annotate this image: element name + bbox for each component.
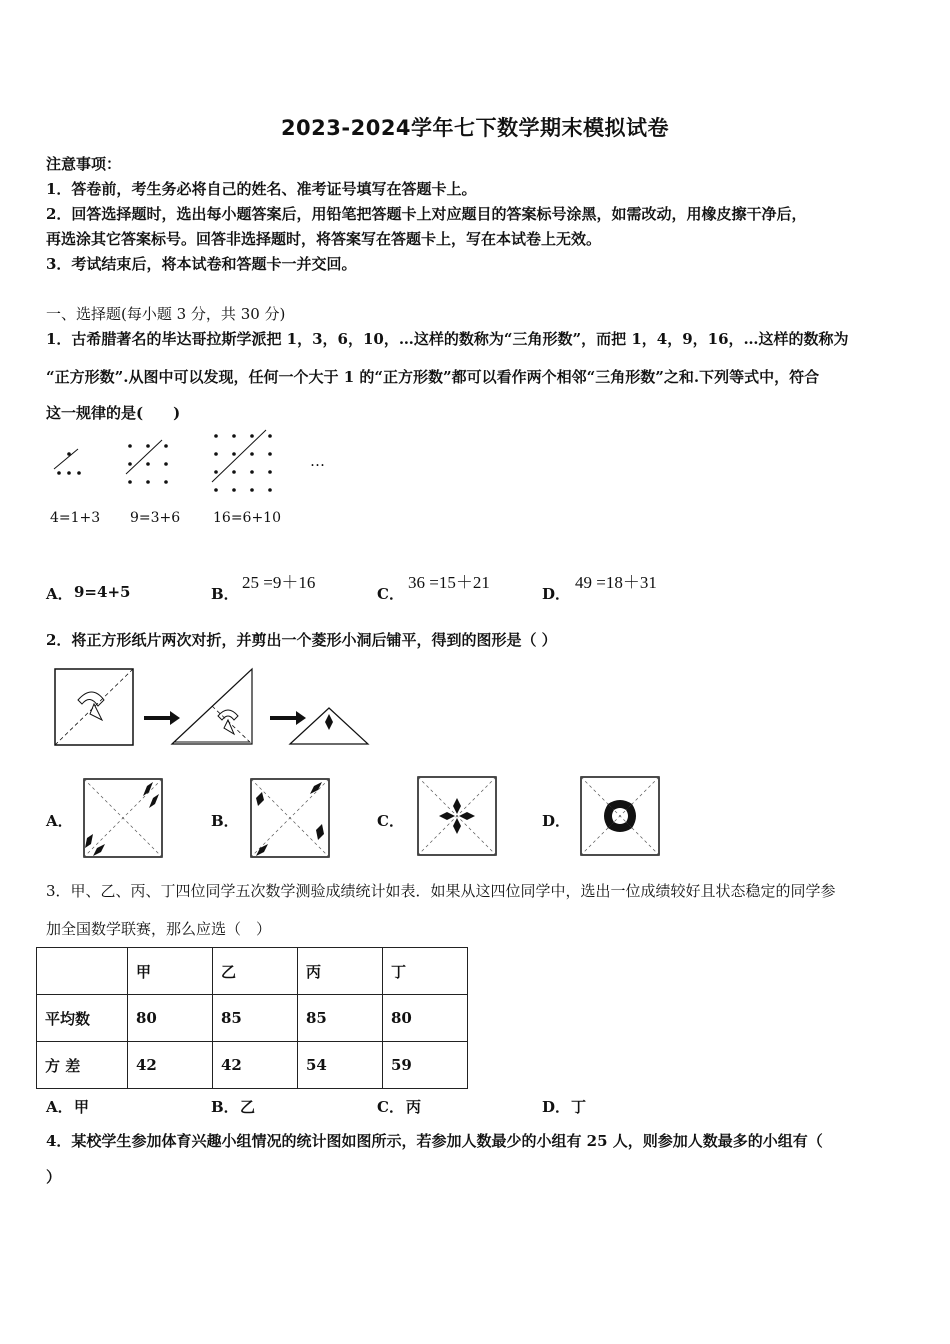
q1-option-a-text: 9=4+5	[74, 583, 131, 601]
q2-option-a-figure	[83, 778, 165, 860]
q1-option-a-letter[interactable]: A．	[46, 585, 73, 603]
table-header-cell: 乙	[213, 948, 298, 995]
q1-dot-figure-1	[52, 447, 92, 487]
table-cell: 42	[128, 1042, 213, 1089]
q2-option-d-figure	[580, 776, 662, 858]
q3-option-a-letter[interactable]: A．	[46, 1098, 73, 1116]
q3-line-1: 3．甲、乙、丙、丁四位同学五次数学测验成绩统计如表．如果从这四位同学中，选出一位成绩较好且状态稳定的同学参	[46, 882, 836, 900]
q1-option-b-letter[interactable]: B．	[211, 585, 239, 603]
q1-option-d-letter[interactable]: D．	[542, 585, 571, 603]
q1-option-d-text: 49 =18＋31	[575, 573, 657, 592]
q3-option-c-text: 丙	[406, 1098, 422, 1116]
notes-item-2-line-1: 2．回答选择题时，选出每小题答案后，用铅笔把答题卡上对应题目的答案标号涂黑，如需改动，用橡皮擦干净后，	[46, 205, 807, 223]
q1-line-1: 1．古希腊著名的毕达哥拉斯学派把 1，3，6，10，…这样的数称为“三角形数”，而把 1，4，9，16，…这样的数称为	[46, 330, 849, 348]
q3-option-c-letter[interactable]: C．	[377, 1098, 404, 1116]
q1-figure-label-3: 16=6+10	[213, 510, 281, 526]
q2-option-c-letter[interactable]: C．	[377, 812, 404, 830]
q4-line-2: ）	[46, 1168, 62, 1186]
table-header-cell	[37, 948, 128, 995]
notes-item-2-line-2: 再选涂其它答案标号。回答非选择题时，将答案写在答题卡上，写在本试卷上无效。	[46, 230, 602, 248]
q4-line-1: 4．某校学生参加体育兴趣小组情况的统计图如图所示，若参加人数最少的小组有 25 人，则参加人数最多的小组有（	[46, 1132, 823, 1150]
q3-option-a-text: 甲	[74, 1098, 90, 1116]
q2-option-c-figure	[417, 776, 499, 858]
table-header-cell: 丙	[298, 948, 383, 995]
q1-figure-label-2: 9=3+6	[130, 510, 181, 526]
table-cell: 54	[298, 1042, 383, 1089]
q2-option-b-figure	[250, 778, 332, 860]
q3-option-d-text: 丁	[571, 1098, 587, 1116]
q1-line-3: 这一规律的是( )	[46, 404, 181, 422]
q1-figure-label-1: 4=1+3	[50, 510, 101, 526]
q2-option-d-letter[interactable]: D．	[542, 812, 571, 830]
table-cell: 85	[298, 995, 383, 1042]
table-cell: 80	[128, 995, 213, 1042]
q2-option-b-letter[interactable]: B．	[211, 812, 239, 830]
table-cell: 80	[383, 995, 468, 1042]
q2-folding-diagram	[52, 664, 372, 750]
table-cell: 平均数	[37, 995, 128, 1042]
q1-dot-figure-3	[210, 430, 285, 495]
q1-ellipsis: …	[310, 452, 325, 470]
q1-dot-figure-2	[122, 440, 177, 490]
notes-item-1: 1．答卷前，考生务必将自己的姓名、准考证号填写在答题卡上。	[46, 180, 477, 198]
q1-option-c-text: 36 =15＋21	[408, 573, 490, 592]
table-cell: 方 差	[37, 1042, 128, 1089]
q2-option-a-letter[interactable]: A．	[46, 812, 73, 830]
q3-option-d-letter[interactable]: D．	[542, 1098, 571, 1116]
section-heading: 一、选择题(每小题 3 分，共 30 分)	[46, 305, 286, 323]
table-row	[37, 1042, 468, 1089]
q3-option-b-letter[interactable]: B．	[211, 1098, 239, 1116]
page-title: 2023-2024学年七下数学期末模拟试卷	[280, 116, 670, 140]
q3-stats-table	[36, 947, 468, 1089]
q1-line-2: “正方形数”.从图中可以发现，任何一个大于 1 的“正方形数”都可以看作两个相邻“三角形数”之和.下列等式中，符合	[46, 368, 820, 386]
q3-line-2: 加全国数学联赛，那么应选（ ）	[46, 920, 272, 938]
notes-item-3: 3．考试结束后，将本试卷和答题卡一并交回。	[46, 255, 357, 273]
q3-option-b-text: 乙	[240, 1098, 256, 1116]
q1-option-c-letter[interactable]: C．	[377, 585, 404, 603]
q1-option-b-text: 25 =9＋16	[242, 573, 316, 592]
table-header-row	[37, 948, 468, 995]
table-cell: 59	[383, 1042, 468, 1089]
notes-heading: 注意事项：	[46, 155, 122, 173]
table-cell: 42	[213, 1042, 298, 1089]
table-header-cell: 丁	[383, 948, 468, 995]
q2-line-1: 2．将正方形纸片两次对折，并剪出一个菱形小洞后铺平，得到的图形是（ ）	[46, 631, 557, 649]
table-cell: 85	[213, 995, 298, 1042]
table-header-cell: 甲	[128, 948, 213, 995]
table-row	[37, 995, 468, 1042]
